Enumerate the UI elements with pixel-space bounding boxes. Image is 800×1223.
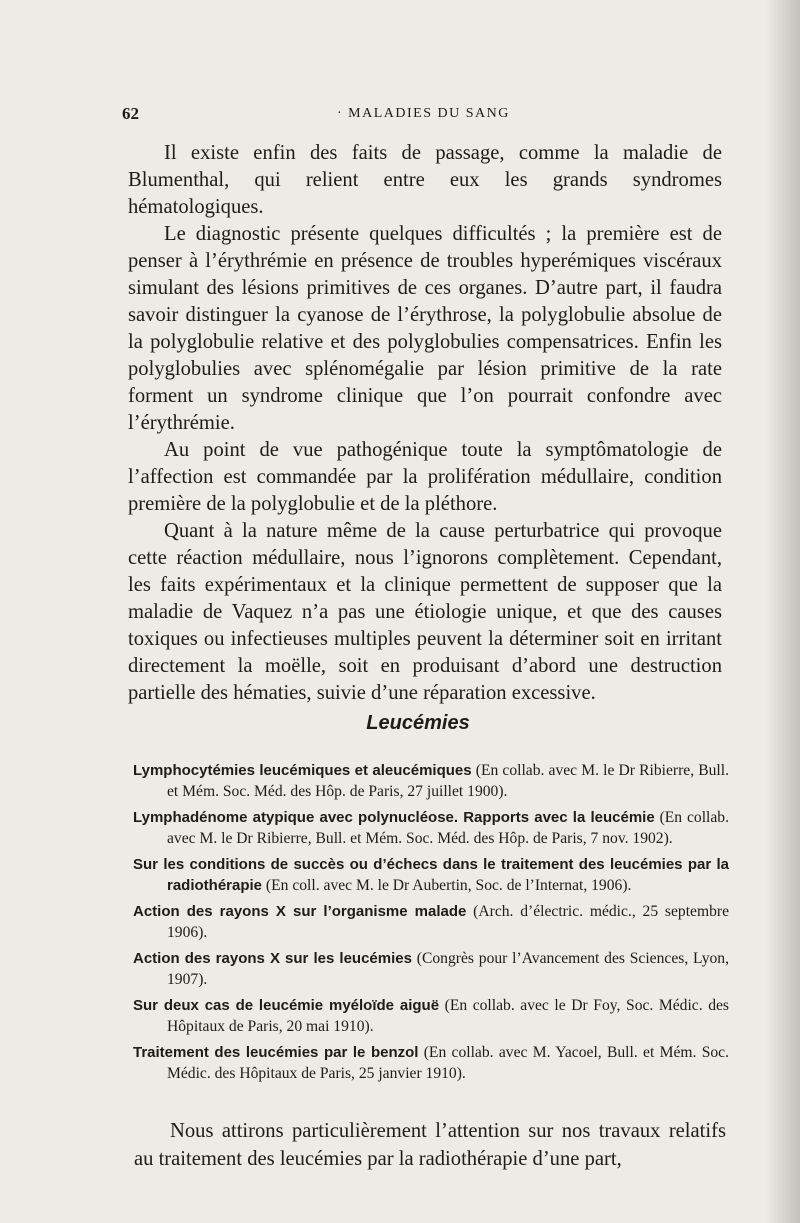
bibliography-list	[133, 760, 729, 1089]
paragraph: Il existe enfin des faits de passage, comme la maladie de Blumenthal, qui relient entre eux les grands syndromes hématologiques.	[128, 142, 722, 218]
bibliography-entry	[133, 854, 729, 896]
entry-title: Lymphocytémies leucémiques et aleucémiques	[133, 762, 472, 779]
paragraph: Nous attirons particulièrement l’attention sur nos travaux relatifs au traitement des leucémies par la radiothérapie d’une part,	[134, 1120, 726, 1170]
entry-reference: (En collab. avec M. le Dr Ribierre, Bull. et Mém. Soc. Méd. des Hôp. de Paris, 7 nov. 1902).	[167, 809, 729, 847]
entry-title: Sur deux cas de leucémie myéloïde aiguë	[133, 997, 440, 1014]
bibliography-entry	[133, 948, 729, 990]
paragraph: Au point de vue pathogénique toute la symptômatologie de l’affection est commandée par la prolifération médullaire, condition première de la polyglobulie et de la pléthore.	[128, 439, 722, 515]
page-header	[122, 104, 722, 126]
entry-reference: (En coll. avec M. le Dr Aubertin, Soc. de l’Internat, 1906).	[262, 877, 632, 894]
page-number: 62	[122, 104, 139, 123]
closing-text	[134, 1117, 726, 1173]
entry-reference: (En collab. avec M. le Dr Ribierre, Bull. et Mém. Soc. Méd. des Hôp. de Paris, 27 juillet 1900).	[167, 762, 729, 800]
entry-reference: (En collab. avec le Dr Foy, Soc. Médic. des Hôpitaux de Paris, 20 mai 1910).	[167, 997, 729, 1035]
entry-title: Action des rayons X sur l’organisme malade	[133, 903, 467, 920]
entry-title: Sur les conditions de succès ou d’échecs dans le traitement des leucémies par la radiothérapie	[133, 856, 729, 894]
bibliography-entry	[133, 807, 729, 849]
running-title: · MALADIES DU SANG	[337, 106, 510, 121]
section-title: Leucémies	[366, 712, 470, 734]
entry-title: Lymphadénome atypique avec polynucléose. Rapports avec la leucémie	[133, 809, 655, 826]
entry-reference: (En collab. avec M. Yacoel, Bull. et Mém. Soc. Médic. des Hôpitaux de Paris, 25 janvier 1910).	[167, 1044, 729, 1082]
main-text	[128, 140, 722, 707]
entry-reference: (Arch. d’électric. médic., 25 septembre 1906).	[167, 903, 729, 941]
bibliography-entry	[133, 901, 729, 943]
entry-title: Action des rayons X sur les leucémies	[133, 950, 412, 967]
paragraph: Le diagnostic présente quelques difficultés ; la première est de penser à l’érythrémie en présence de troubles hyperémiques viscéraux simulant des lésions primitives de ces organes. D’autre part, il faudra savoir distinguer la cyanose de l’érythrose, la polyglobulie absolue de la polyglobulie relative et des polyglobulies compensatrices. Enfin les polyglobulies avec splénomégalie par lésion primitive de la rate forment un syndrome clinique que l’on pourrait confondre avec l’érythrémie.	[128, 223, 722, 434]
entry-reference: (Congrès pour l’Avancement des Sciences, Lyon, 1907).	[167, 950, 729, 988]
paragraph: Quant à la nature même de la cause perturbatrice qui provoque cette réaction médullaire, nous l’ignorons complètement. Cependant, les faits expérimentaux et la clinique permettent de supposer que la maladie de Vaquez n’a pas une étiologie unique, et que des causes toxiques ou infectieuses multiples peuvent la déterminer soit en irritant directement la moëlle, soit en produisant d’abord une destruction partielle des hématies, suivie d’une réparation excessive.	[128, 520, 722, 704]
bibliography-entry	[133, 760, 729, 802]
entry-title: Traitement des leucémies par le benzol	[133, 1044, 419, 1061]
bibliography-entry	[133, 1042, 729, 1084]
bibliography-entry	[133, 995, 729, 1037]
